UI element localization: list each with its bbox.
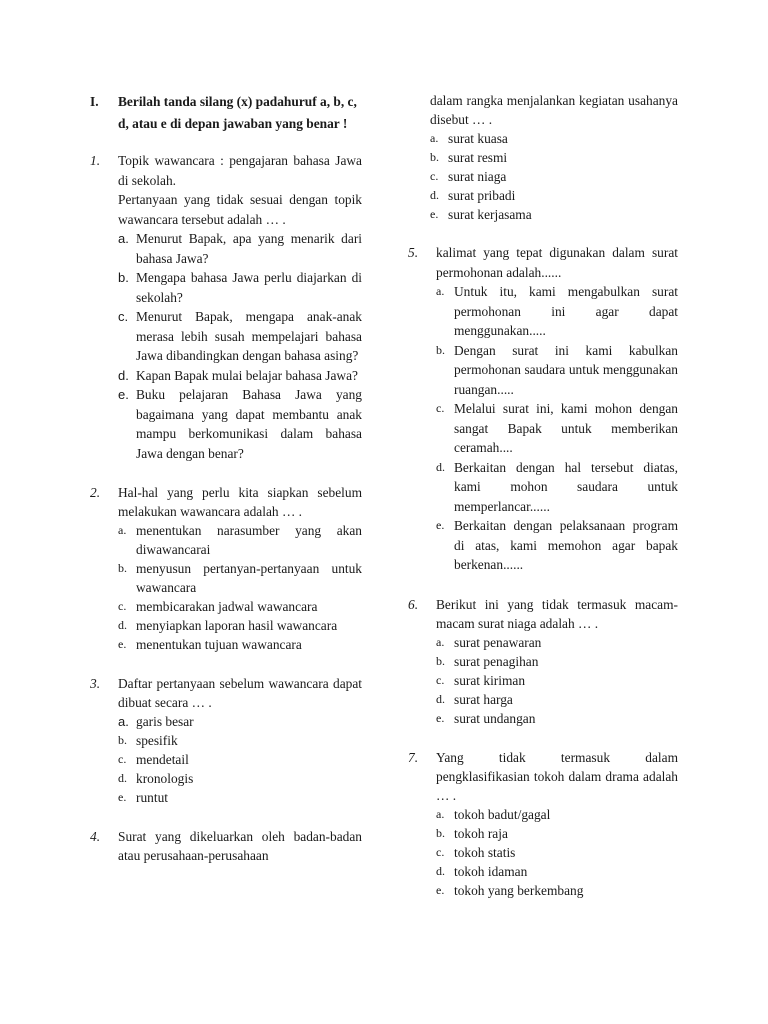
answer-option[interactable]: [436, 805, 678, 824]
answer-option[interactable]: [118, 712, 362, 731]
question-number: 4.: [90, 829, 101, 844]
answer-option[interactable]: [118, 366, 362, 386]
answer-option[interactable]: [430, 205, 678, 224]
question-6: [408, 595, 678, 728]
answer-options: [436, 805, 678, 900]
question-body: [436, 748, 678, 900]
answer-option[interactable]: [436, 652, 678, 671]
answer-option[interactable]: [436, 690, 678, 709]
answer-option[interactable]: [436, 824, 678, 843]
option-letter: e.: [436, 518, 445, 532]
option-text: surat kiriman: [454, 672, 526, 688]
question-number: 5.: [408, 245, 419, 260]
question-3: [90, 674, 362, 807]
option-text: surat kerjasama: [448, 207, 532, 222]
option-letter: c.: [118, 309, 129, 324]
option-letter: e.: [430, 207, 439, 221]
answer-option[interactable]: [436, 458, 678, 517]
option-text: surat niaga: [448, 169, 507, 184]
answer-option[interactable]: [118, 521, 362, 559]
question-number: 3.: [90, 676, 101, 691]
question-1: [90, 151, 362, 463]
option-text: tokoh idaman: [454, 863, 528, 879]
option-text: menentukan narasumber yang akan diwawancarai: [136, 523, 362, 557]
answer-options: [436, 282, 678, 575]
question-7: [408, 748, 678, 900]
option-text: tokoh yang berkembang: [454, 882, 584, 898]
answer-option[interactable]: [118, 307, 362, 366]
question-2: [90, 483, 362, 654]
answer-option[interactable]: [118, 635, 362, 654]
question-number: 7.: [408, 749, 419, 765]
option-text: Menurut Bapak, mengapa anak-anak merasa lebih susah mempelajari bahasa Jawa dibandingkan dengan bahasa asing?: [136, 309, 362, 363]
option-letter: a.: [436, 634, 445, 649]
option-letter: e.: [436, 882, 445, 897]
option-letter: c.: [436, 844, 445, 859]
option-letter: e.: [118, 387, 129, 402]
answer-option[interactable]: [430, 129, 678, 148]
option-letter: d.: [118, 771, 127, 785]
option-letter: c.: [436, 401, 445, 415]
answer-option[interactable]: [430, 167, 678, 186]
option-letter: e.: [118, 790, 127, 804]
question-stem: Daftar pertanyaan sebelum wawancara dapat dibuat secara … .: [118, 676, 362, 710]
answer-option[interactable]: [118, 597, 362, 616]
question-stem: Yang tidak termasuk dalam pengklasifikasian tokoh dalam drama adalah … .: [436, 749, 678, 803]
answer-option[interactable]: [436, 516, 678, 575]
left-column: [90, 91, 362, 885]
instruction-text: Berilah tanda silang (x) padahuruf a, b, c, d, atau e di depan jawaban yang benar !: [118, 94, 357, 131]
question-number: 2.: [90, 485, 101, 500]
option-letter: b.: [118, 733, 127, 747]
option-letter: b.: [430, 150, 439, 164]
option-letter: b.: [118, 270, 129, 285]
question-stem: Berikut ini yang tidak termasuk macam-macam surat niaga adalah … .: [436, 596, 678, 631]
option-letter: a.: [118, 231, 129, 246]
option-text: mendetail: [136, 752, 189, 767]
option-letter: d.: [118, 367, 129, 383]
answer-option[interactable]: [118, 769, 362, 788]
answer-options: [436, 633, 678, 728]
section-numeral: I.: [90, 94, 99, 109]
question-number: 1.: [90, 153, 101, 168]
option-letter: a.: [118, 523, 127, 537]
question-body: [118, 827, 362, 865]
answer-option[interactable]: [436, 843, 678, 862]
option-letter: e.: [118, 637, 127, 651]
answer-option[interactable]: [436, 341, 678, 400]
option-text: membicarakan jadwal wawancara: [136, 599, 318, 614]
option-letter: a.: [430, 131, 439, 145]
answer-option[interactable]: [436, 881, 678, 900]
question-stem: Topik wawancara : pengajaran bahasa Jawa di sekolah. Pertanyaan yang tidak sesuai dengan topik wawancara tersebut adalah … .: [118, 153, 362, 227]
answer-option[interactable]: [118, 559, 362, 597]
answer-options: [118, 229, 362, 463]
answer-option[interactable]: [118, 788, 362, 807]
answer-option[interactable]: [430, 148, 678, 167]
option-text: tokoh raja: [454, 825, 508, 841]
option-letter: b.: [118, 561, 127, 575]
option-letter: a.: [118, 714, 129, 729]
option-letter: e.: [436, 710, 445, 725]
option-text: menyiapkan laporan hasil wawancara: [136, 618, 338, 633]
option-text: surat kuasa: [448, 131, 508, 146]
option-text: Untuk itu, kami mengabulkan surat permohonan ini agar dapat menggunakan.....: [454, 284, 678, 338]
option-letter: c.: [118, 752, 127, 766]
question-number: 6.: [408, 596, 419, 612]
question-stem: kalimat yang tepat digunakan dalam surat permohonan adalah......: [436, 245, 678, 280]
question-body: [118, 674, 362, 807]
section-instruction: [90, 91, 362, 134]
question-body: [436, 595, 678, 728]
question-stem: Surat yang dikeluarkan oleh badan-badan atau perusahaan-perusahaan: [118, 829, 362, 863]
answer-option[interactable]: [436, 282, 678, 341]
answer-option[interactable]: [430, 186, 678, 205]
option-letter: b.: [436, 653, 445, 668]
option-text: menentukan tujuan wawancara: [136, 637, 302, 652]
option-letter: d.: [430, 188, 439, 202]
answer-option[interactable]: [436, 399, 678, 458]
option-text: menyusun pertanyan-pertanyaan untuk wawancara: [136, 561, 362, 595]
answer-option[interactable]: [118, 229, 362, 268]
answer-option[interactable]: [118, 385, 362, 463]
option-text: Berkaitan dengan pelaksanaan program di atas, kami memohon agar bapak berkenan......: [454, 518, 678, 572]
question-4-options: [430, 129, 678, 224]
option-letter: d.: [436, 691, 445, 706]
option-letter: a.: [436, 806, 445, 821]
question-body: [118, 483, 362, 654]
question-4-stem-continuation: dalam rangka menjalankan kegiatan usahanya disebut … .: [430, 93, 678, 127]
option-text: Berkaitan dengan hal tersebut diatas, kami mohon saudara untuk memperlancar......: [454, 459, 678, 514]
option-text: tokoh statis: [454, 844, 516, 860]
option-text: runtut: [136, 790, 168, 805]
option-text: Menurut Bapak, apa yang menarik dari bahasa Jawa?: [136, 231, 362, 266]
question-stem: Hal-hal yang perlu kita siapkan sebelum melakukan wawancara adalah … .: [118, 485, 362, 519]
option-text: surat penawaran: [454, 634, 542, 650]
answer-options: [118, 521, 362, 654]
answer-option[interactable]: [436, 633, 678, 652]
option-text: Melalui surat ini, kami mohon dengan sangat Bapak untuk memberikan ceramah....: [454, 401, 678, 455]
option-text: surat penagihan: [454, 653, 539, 669]
option-text: surat undangan: [454, 710, 536, 726]
option-text: Buku pelajaran Bahasa Jawa yang bagaimana yang dapat membantu anak mampu berkomunikasi dalam bahasa Jawa dengan benar?: [136, 387, 362, 461]
option-letter: d.: [436, 459, 445, 474]
answer-option[interactable]: [118, 750, 362, 769]
answer-option[interactable]: [118, 616, 362, 635]
answer-option[interactable]: [118, 268, 362, 307]
right-column: [408, 91, 678, 920]
option-text: kronologis: [136, 771, 194, 786]
option-letter: d.: [118, 618, 127, 632]
option-text: surat harga: [454, 691, 513, 707]
option-text: garis besar: [136, 714, 194, 729]
option-text: tokoh badut/gagal: [454, 806, 551, 822]
option-letter: c.: [436, 672, 445, 687]
question-body: [436, 243, 678, 575]
question-body: [118, 151, 362, 463]
option-text: Mengapa bahasa Jawa perlu diajarkan di sekolah?: [136, 270, 362, 305]
option-text: Kapan Bapak mulai belajar bahasa Jawa?: [136, 367, 358, 383]
answer-option[interactable]: [436, 709, 678, 728]
answer-option[interactable]: [436, 671, 678, 690]
option-letter: c.: [118, 599, 127, 613]
option-text: surat pribadi: [448, 188, 516, 203]
question-5: [408, 243, 678, 575]
option-text: spesifik: [136, 733, 178, 748]
option-text: surat resmi: [448, 150, 508, 165]
answer-option[interactable]: [436, 862, 678, 881]
option-letter: b.: [436, 342, 445, 357]
option-letter: a.: [436, 284, 445, 298]
answer-options: [118, 712, 362, 807]
option-letter: c.: [430, 169, 439, 183]
question-4: [90, 827, 362, 865]
question-4-continuation: [408, 91, 678, 224]
option-letter: b.: [436, 825, 445, 840]
option-text: Dengan surat ini kami kabulkan permohonan saudara untuk menggunakan ruangan.....: [454, 342, 678, 397]
option-letter: d.: [436, 863, 445, 878]
answer-option[interactable]: [118, 731, 362, 750]
